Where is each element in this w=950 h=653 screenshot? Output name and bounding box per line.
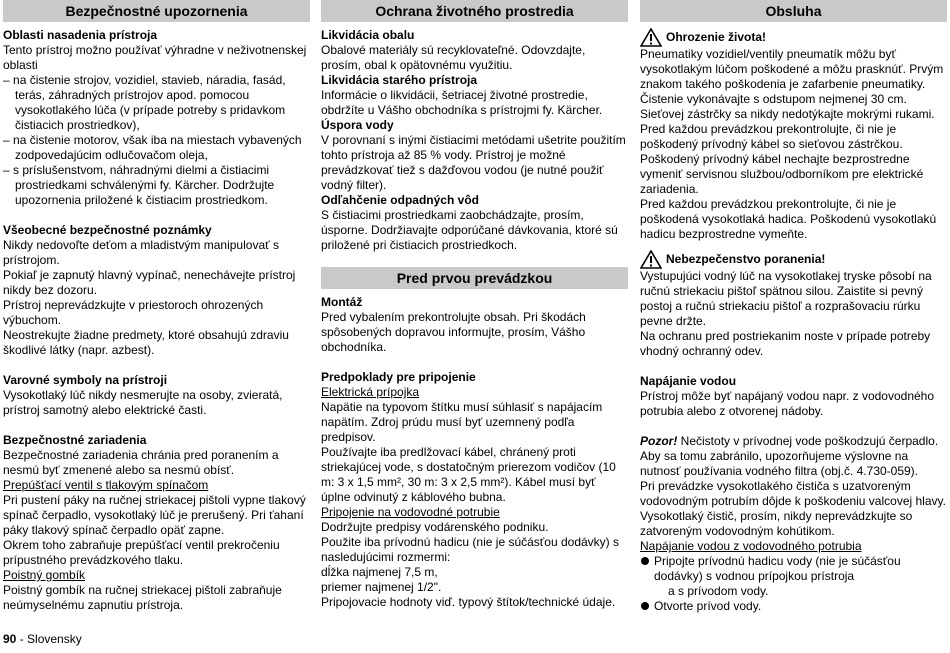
- list-item: [640, 554, 947, 599]
- column-operation: [640, 0, 947, 614]
- section-header-environment: Ochrana životného prostredia: [321, 0, 628, 22]
- heading-areas-of-use: Oblasti nasadenia prístroja: [3, 28, 158, 42]
- step-text: Pripojte prívodnú hadicu vody (nie je súčásťou dodávky) s vodnou prípojkou prístroja: [654, 554, 901, 583]
- heading-wastewater: Odľahčenie odpadných vôd: [321, 193, 479, 207]
- paragraph: Používajte iba predlžovací kábel, chránený proti striekajúcej vode, s dostatočným prierezom vodičov (10 m: 3 x 1,5 mm², 30 m: 3 x 2,5 mm²). Kábel musí byť úplne odvinutý z káblového bubna.: [321, 445, 616, 504]
- heading-water-supply: Napájanie vodou: [640, 374, 737, 388]
- paragraph: Pripojovacie hodnoty viď. typový štítok/technické údaje.: [321, 595, 616, 609]
- warning-triangle-icon: [640, 250, 662, 269]
- heading-assembly: Montáž: [321, 295, 363, 309]
- list-item: [640, 599, 947, 614]
- paragraph: Prístroj môže byť napájaný vodou napr. z vodovodného potrubia alebo z otvorenej nádoby.: [640, 389, 935, 418]
- column-safety: [3, 0, 310, 613]
- list-item: – s príslušenstvom, náhradnými dielmi a čistiacimi prostriedkami schválenými fy. Kärcher. Dodržujte upozornenia priložené k čistiacim prostriedkom.: [3, 163, 310, 208]
- heading-connection-requirements: Predpoklady pre pripojenie: [321, 370, 476, 384]
- bullet-icon: [641, 557, 649, 565]
- paragraph: Poistný gombík na ručnej striekacej pištoli zabraňuje neúmyselnému zapnutiu prístroja.: [3, 583, 282, 612]
- paragraph: Neostrekujte žiadne predmety, ktoré obsahujú zdraviu škodlivé látky (napr. azbest).: [3, 328, 289, 357]
- warning-injury-risk: [640, 250, 947, 269]
- heading-packaging-disposal: Likvidácia obalu: [321, 28, 415, 42]
- paragraph: Obalové materiály sú recyklovateľné. Odovzdajte, prosím, obal k opätovnému využitiu.: [321, 43, 586, 72]
- steps-list: [640, 554, 947, 614]
- page-number: 90: [3, 632, 17, 646]
- paragraph-areas-intro: Tento prístroj možno používať výhradne v neživotnenskej oblasti: [3, 43, 307, 72]
- subheading-electrical: Elektrická prípojka: [321, 385, 420, 399]
- heading-old-device-disposal: Likvidácia starého prístroja: [321, 73, 478, 87]
- paragraph: dĺžka najmenej 7,5 m,: [321, 565, 438, 579]
- paragraph: Informácie o likvidácii, šetriacej životné prostredie, obdržíte u Vášho obchodníka s prístrojmi fy. Kärcher.: [321, 88, 603, 117]
- column-environment: [321, 0, 628, 610]
- section-header-first-use: Pred prvou prevádzkou: [321, 267, 628, 289]
- list-item: – na čistenie motorov, však iba na miestach vybavených zodpovedajúcim odlučovačom oleja,: [3, 133, 310, 163]
- subheading-relief-valve: Prepúšťací ventil s tlakovým spínačom: [3, 478, 209, 492]
- areas-list: [3, 73, 310, 208]
- paragraph: Pred každou prevádzkou prekontrolujte, či nie je poškodený prívodný kábel so sieťovou zástrčkou. Poškodený prívodný kábel nechajte bezprostredne vymeniť servisnou službou/odborníkom pre elektrické zariadenia.: [640, 122, 924, 196]
- paragraph: Dodržujte predpisy vodárenského podniku.: [321, 520, 549, 534]
- paragraph: priemer najmenej 1/2".: [321, 580, 442, 594]
- paragraph: Pred vybalením prekontrolujte obsah. Pri škodách spôsobených dopravou informujte, prosím, Vášho obchodníka.: [321, 310, 586, 354]
- paragraph: Prístroj neprevádzkujte v priestoroch ohrozených výbuchom.: [3, 298, 264, 327]
- page-language: - Slovensky: [19, 632, 82, 646]
- paragraph: Bezpečnostné zariadenia chránia pred poranením a nesmú byť zmenené alebo sa nesmú obísť.: [3, 448, 279, 477]
- paragraph: Použite iba prívodnú hadicu (nie je súčásťou dodávky) s nasledujúcimi rozmermi:: [321, 535, 620, 564]
- paragraph: Pri pustení páky na ručnej striekacej pištoli vypne tlakový spínač čerpadlo, vysokotlaký lúč je prerušený. Pri ťahaní páky tlakový spínač čerpadlo opäť zapne.: [3, 493, 306, 537]
- caution-label: Pozor!: [640, 434, 678, 448]
- section-header-operation: Obsluha: [640, 0, 947, 22]
- subheading-safety-catch: Poistný gombík: [3, 568, 86, 582]
- paragraph: Nikdy nedovoľte deťom a mladistvým manipulovať s prístrojom.: [3, 238, 279, 267]
- paragraph: S čistiacimi prostriedkami zaobchádzajte, prosím, úsporne. Dodržiavajte odporúčané dávkovania, ktoré sú priložené pri čistiacich prostriedkoch.: [321, 208, 618, 252]
- section-header-safety: Bezpečnostné upozornenia: [3, 0, 310, 22]
- paragraph: V porovnaní s inými čistiacimi metódami ušetrite použitím tohto prístroja až 85 % vody. Prístroj je možné prevádzkovať tiež s dažďovou vodou (je nutné použiť vodný filter).: [321, 133, 626, 192]
- list-item: – na čistenie strojov, vozidiel, stavieb, náradia, fasád, terás, záhradných prístrojov apod. pomocou vysokotlakého lúča (v prípade potreby s pridavkom čistiacich prostriedkov),: [3, 73, 310, 133]
- heading-safety-devices: Bezpečnostné zariadenia: [3, 433, 147, 447]
- bullet-icon: [641, 602, 649, 610]
- warning-title: Ohrozenie života!: [666, 30, 767, 44]
- paragraph: Vystupujúci vodný lúč na vysokotlakej tryske pôsobí na ručnú striekaciu pištoľ spätnou silou. Zaistite si pevný postoj a ručnú striekaciu pištoľ a rozprašovaciu rúrku pevne držte.: [640, 269, 932, 328]
- caution-text: Nečistoty v prívodnej vode poškodzujú čerpadlo. Aby sa tomu zabránilo, upozorňujeme výslovne na nutnosť používania vodného filtra (obj.č. 4.730-059).: [640, 434, 939, 478]
- paragraph: Pokiaľ je zapnutý hlavný vypínač, nenechávejte prístroj nikdy bez dozoru.: [3, 268, 296, 297]
- paragraph: Vysokotlaký lúč nikdy nesmerujte na osoby, zvieratá, prístroj samotný alebo elektrické časti.: [3, 388, 283, 417]
- warning-danger-to-life: [640, 28, 947, 47]
- page-footer: [3, 632, 82, 646]
- warning-title: Nebezpečenstvo poranenia!: [666, 252, 826, 266]
- subheading-mains-water: Napájanie vodou z vodovodného potrubia: [640, 539, 862, 553]
- paragraph: Pred každou prevádzkou prekontrolujte, či nie je poškodená vysokotlaká hadica. Poškodenú vysokotlakú hadicu bezprostredne vymeňte.: [640, 197, 937, 241]
- heading-water-saving: Úspora vody: [321, 118, 394, 132]
- paragraph: Na ochranu pred postriekanim noste v prípade potreby vhodný ochranný odev.: [640, 329, 931, 358]
- paragraph-caution: [640, 434, 947, 479]
- heading-warning-symbols: Varovné symboly na prístroji: [3, 373, 168, 387]
- step-text: Otvorte prívod vody.: [654, 599, 762, 613]
- subheading-water-connection: Pripojenie na vodovodné potrubie: [321, 505, 500, 519]
- step-text: a s prívodom vody.: [668, 584, 769, 598]
- heading-general-safety: Všeobecné bezpečnostné poznámky: [3, 223, 212, 237]
- paragraph: Pri prevádzke vysokotlakého čističa s uzatvoreným vodovodným potrubím dôjde k poškodeniu valcovej hlavy. Vysokotlaký čistič, prosím, nikdy neprevádzkujte so zatvoreným vodovodným kohútikom.: [640, 479, 946, 538]
- paragraph: Napätie na typovom štítku musí súhlasiť s napájacím napätím. Zdroj prúdu musí byť uzemnený podľa predpisov.: [321, 400, 603, 444]
- paragraph: Okrem toho zabraňuje prepúšťací ventil prekročeniu prípustného prevádzkového tlaku.: [3, 538, 280, 567]
- warning-triangle-icon: [640, 28, 662, 47]
- paragraph: Pneumatiky vozidiel/ventily pneumatík môžu byť vysokotlakým lúčom poškodené a môžu prasknúť. Prvým znakom takého poškodenia je zafarbenie pneumatiky. Čistenie vykonávajte s odstupom nejmenej 30 cm. Sieťovej zástrčky sa nikdy nedotýkajte mokrými rukami.: [640, 47, 944, 121]
